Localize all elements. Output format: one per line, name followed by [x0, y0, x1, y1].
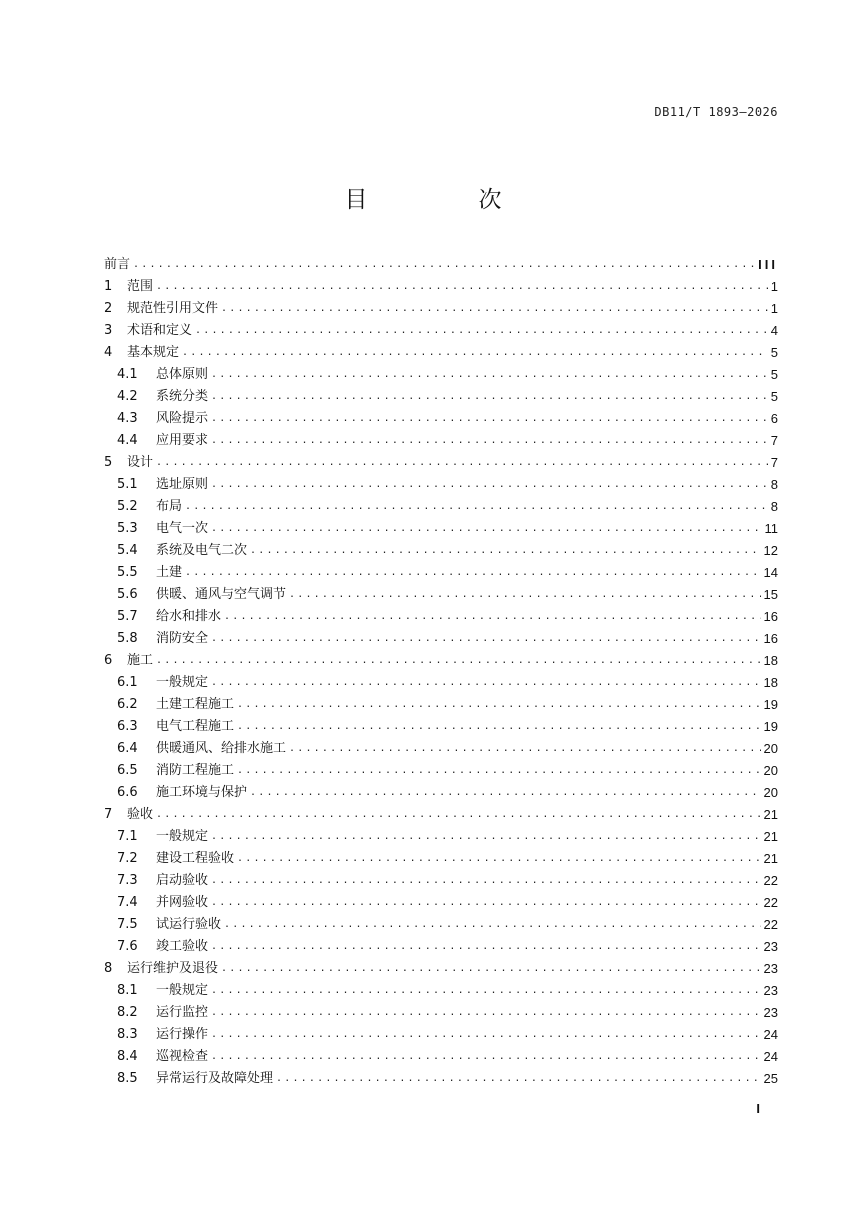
- toc-entry-number: 4.4: [117, 433, 138, 448]
- toc-entry-label: 施工: [127, 653, 154, 668]
- toc-entry[interactable]: [104, 870, 778, 892]
- toc-entry-number: 6.1: [117, 675, 138, 690]
- toc-entry-label: 巡视检查: [156, 1049, 209, 1064]
- dot-leader: [133, 260, 755, 270]
- toc-entry[interactable]: [104, 738, 778, 760]
- toc-entry-page: 5: [770, 345, 778, 360]
- toc-entry[interactable]: [104, 760, 778, 782]
- toc-entry-page: 8: [770, 499, 778, 514]
- toc-entry[interactable]: [104, 914, 778, 936]
- toc-entry-number: 4.3: [117, 411, 138, 426]
- toc-entry-page: 22: [763, 873, 778, 888]
- dot-leader: [250, 546, 761, 556]
- toc-entry-label: 给水和排水: [156, 609, 222, 624]
- toc-entry-page: 4: [770, 323, 778, 338]
- dot-leader: [211, 1030, 761, 1040]
- toc-entry-page: 23: [763, 939, 778, 954]
- toc-entry-label: 风险提示: [156, 411, 209, 426]
- toc-entry[interactable]: [104, 540, 778, 562]
- toc-entry-page: 20: [763, 785, 778, 800]
- toc-entry-number: 7.3: [117, 873, 138, 888]
- toc-entry[interactable]: [104, 474, 778, 496]
- toc-entry-number: 7.1: [117, 829, 138, 844]
- toc-entry-number: 8.1: [117, 983, 138, 998]
- toc-entry-page: 23: [763, 983, 778, 998]
- toc-entry-page: III: [758, 257, 778, 272]
- toc-entry-page: 22: [763, 917, 778, 932]
- toc-entry-number: 8.5: [117, 1071, 138, 1086]
- toc-entry[interactable]: [104, 606, 778, 628]
- toc-entry-page: 16: [763, 631, 778, 646]
- toc-entry-number: 6.2: [117, 697, 138, 712]
- toc-entry-number: 8.2: [117, 1005, 138, 1020]
- toc-entry-page: 21: [763, 851, 778, 866]
- toc-entry-label: 前言: [104, 257, 131, 272]
- toc-entry[interactable]: [104, 496, 778, 518]
- toc-entry-number: 2: [104, 301, 113, 316]
- toc-entry-label: 消防工程施工: [156, 763, 235, 778]
- page-title: 目 次: [344, 187, 546, 213]
- toc-entry[interactable]: [104, 276, 778, 298]
- dot-leader: [156, 458, 768, 468]
- toc-entry-label: 系统分类: [156, 389, 209, 404]
- toc-entry-number: 5.4: [117, 543, 138, 558]
- dot-leader: [211, 392, 768, 402]
- toc-entry-page: 8: [770, 477, 778, 492]
- toc-entry-label: 运行维护及退役: [127, 961, 219, 976]
- toc-entry[interactable]: [104, 980, 778, 1002]
- toc-entry[interactable]: [104, 892, 778, 914]
- toc-entry[interactable]: [104, 958, 778, 980]
- toc-entry[interactable]: [104, 1046, 778, 1068]
- toc-entry-page: 22: [763, 895, 778, 910]
- toc-entry-page: 16: [763, 609, 778, 624]
- toc-entry-number: 6.5: [117, 763, 138, 778]
- toc-entry-label: 运行监控: [156, 1005, 209, 1020]
- toc-entry-number: 5.6: [117, 587, 138, 602]
- toc-entry-label: 电气一次: [156, 521, 209, 536]
- toc-entry[interactable]: [104, 584, 778, 606]
- toc-entry[interactable]: [104, 408, 778, 430]
- dot-leader: [289, 744, 761, 754]
- toc-entry[interactable]: [104, 716, 778, 738]
- toc-entry-label: 供暖通风、给排水施工: [156, 741, 287, 756]
- toc-entry[interactable]: [104, 650, 778, 672]
- toc-entry-number: 6.4: [117, 741, 138, 756]
- toc-entry-number: 7.2: [117, 851, 138, 866]
- toc-entry-label: 建设工程验收: [156, 851, 235, 866]
- toc-entry-page: 24: [763, 1027, 778, 1042]
- toc-entry-number: 8: [104, 961, 113, 976]
- toc-entry-page: 12: [763, 543, 778, 558]
- dot-leader: [289, 590, 761, 600]
- dot-leader: [156, 810, 761, 820]
- toc-entry[interactable]: [104, 1068, 778, 1090]
- dot-leader: [211, 942, 761, 952]
- toc-entry[interactable]: [104, 826, 778, 848]
- dot-leader: [185, 502, 768, 512]
- dot-leader: [211, 986, 761, 996]
- toc-entry[interactable]: [104, 320, 778, 342]
- toc-entry-number: 7.4: [117, 895, 138, 910]
- toc-entry-page: 19: [763, 719, 778, 734]
- dot-leader: [211, 370, 768, 380]
- toc-entry-label: 应用要求: [156, 433, 209, 448]
- toc-entry-label: 范围: [127, 279, 154, 294]
- toc-entry-page: 25: [763, 1071, 778, 1086]
- toc-entry-label: 设计: [127, 455, 154, 470]
- standard-code: DB11/T 1893—2026: [654, 105, 778, 119]
- toc-entry-number: 5: [104, 455, 113, 470]
- toc-entry-page: 21: [763, 829, 778, 844]
- dot-leader: [211, 634, 761, 644]
- dot-leader: [250, 788, 761, 798]
- dot-leader: [221, 964, 761, 974]
- toc-entry[interactable]: [104, 430, 778, 452]
- toc-entry[interactable]: [104, 936, 778, 958]
- dot-leader: [237, 700, 761, 710]
- dot-leader: [195, 326, 768, 336]
- toc-entry-number: 5.2: [117, 499, 138, 514]
- dot-leader: [221, 304, 768, 314]
- toc-entry[interactable]: [104, 848, 778, 870]
- toc-entry-page: 18: [763, 675, 778, 690]
- toc-entry-page: 1: [770, 301, 778, 316]
- toc-entry-page: 5: [770, 389, 778, 404]
- toc-entry-number: 5.1: [117, 477, 138, 492]
- toc-entry-label: 异常运行及故障处理: [156, 1071, 274, 1086]
- toc-entry-number: 5.5: [117, 565, 138, 580]
- dot-leader: [156, 282, 768, 292]
- toc-entry-page: 18: [763, 653, 778, 668]
- toc-entry-page: 20: [763, 741, 778, 756]
- toc-entry-number: 5.8: [117, 631, 138, 646]
- toc-entry[interactable]: [104, 804, 778, 826]
- toc-entry-label: 基本规定: [127, 345, 180, 360]
- dot-leader: [211, 436, 768, 446]
- toc-entry[interactable]: [104, 452, 778, 474]
- dot-leader: [211, 524, 761, 534]
- dot-leader: [182, 348, 768, 358]
- toc-entry[interactable]: [104, 254, 778, 276]
- toc-entry-number: 4.2: [117, 389, 138, 404]
- toc-entry-label: 消防安全: [156, 631, 209, 646]
- toc-entry[interactable]: [104, 518, 778, 540]
- dot-leader: [224, 612, 761, 622]
- toc-entry-label: 电气工程施工: [156, 719, 235, 734]
- toc-entry-number: 8.4: [117, 1049, 138, 1064]
- toc-entry-number: 6: [104, 653, 113, 668]
- dot-leader: [211, 1052, 761, 1062]
- toc-entry-label: 一般规定: [156, 983, 209, 998]
- toc-entry-page: 24: [763, 1049, 778, 1064]
- toc-entry-label: 选址原则: [156, 477, 209, 492]
- toc-entry-number: 4.1: [117, 367, 138, 382]
- toc-entry-label: 启动验收: [156, 873, 209, 888]
- toc-entry-page: 6: [770, 411, 778, 426]
- toc-entry-page: 20: [763, 763, 778, 778]
- toc-entry-label: 并网验收: [156, 895, 209, 910]
- toc-entry[interactable]: [104, 672, 778, 694]
- toc-entry-label: 总体原则: [156, 367, 209, 382]
- toc-entry[interactable]: [104, 782, 778, 804]
- toc-entry-label: 布局: [156, 499, 183, 514]
- toc-entry-page: 23: [763, 1005, 778, 1020]
- toc-entry-page: 5: [770, 367, 778, 382]
- toc-entry-number: 3: [104, 323, 113, 338]
- dot-leader: [211, 1008, 761, 1018]
- dot-leader: [211, 832, 761, 842]
- dot-leader: [156, 656, 761, 666]
- dot-leader: [211, 414, 768, 424]
- toc-entry[interactable]: [104, 298, 778, 320]
- page-number: I: [756, 1101, 760, 1116]
- toc-entry-page: 15: [763, 587, 778, 602]
- toc-entry-page: 11: [764, 521, 778, 536]
- toc-entry-label: 一般规定: [156, 829, 209, 844]
- toc-entry-page: 7: [770, 433, 778, 448]
- toc-entry-number: 5.7: [117, 609, 138, 624]
- dot-leader: [185, 568, 761, 578]
- dot-leader: [211, 480, 768, 490]
- toc-entry-label: 试运行验收: [156, 917, 222, 932]
- toc-entry-label: 土建: [156, 565, 183, 580]
- toc-entry-label: 竣工验收: [156, 939, 209, 954]
- toc-entry[interactable]: [104, 1024, 778, 1046]
- dot-leader: [211, 876, 761, 886]
- toc-entry-label: 系统及电气二次: [156, 543, 248, 558]
- toc-entry-number: 4: [104, 345, 113, 360]
- toc-entry-page: 23: [763, 961, 778, 976]
- toc-entry-number: 6.6: [117, 785, 138, 800]
- toc-entry-label: 供暖、通风与空气调节: [156, 587, 287, 602]
- toc-entry[interactable]: [104, 342, 778, 364]
- toc-entry-number: 1: [104, 279, 113, 294]
- dot-leader: [237, 722, 761, 732]
- toc-entry-page: 19: [763, 697, 778, 712]
- toc-entry-page: 14: [763, 565, 778, 580]
- toc-entry[interactable]: [104, 386, 778, 408]
- toc-entry-label: 施工环境与保护: [156, 785, 248, 800]
- toc-entry[interactable]: [104, 364, 778, 386]
- toc-entry-label: 规范性引用文件: [127, 301, 219, 316]
- dot-leader: [211, 678, 761, 688]
- dot-leader: [237, 766, 761, 776]
- toc-entry-number: 5.3: [117, 521, 138, 536]
- table-of-contents: [104, 254, 778, 1090]
- toc-entry[interactable]: [104, 694, 778, 716]
- toc-entry[interactable]: [104, 1002, 778, 1024]
- toc-entry-number: 6.3: [117, 719, 138, 734]
- toc-entry-page: 1: [770, 279, 778, 294]
- toc-entry-label: 一般规定: [156, 675, 209, 690]
- dot-leader: [276, 1074, 761, 1084]
- toc-entry-label: 运行操作: [156, 1027, 209, 1042]
- toc-entry-label: 土建工程施工: [156, 697, 235, 712]
- toc-entry-number: 7: [104, 807, 113, 822]
- toc-entry-page: 21: [763, 807, 778, 822]
- toc-entry[interactable]: [104, 628, 778, 650]
- toc-entry-page: 7: [770, 455, 778, 470]
- dot-leader: [237, 854, 761, 864]
- toc-entry-label: 术语和定义: [127, 323, 193, 338]
- dot-leader: [211, 898, 761, 908]
- toc-entry-number: 7.5: [117, 917, 138, 932]
- dot-leader: [224, 920, 761, 930]
- toc-entry-number: 8.3: [117, 1027, 138, 1042]
- toc-entry-number: 7.6: [117, 939, 138, 954]
- toc-entry[interactable]: [104, 562, 778, 584]
- toc-entry-label: 验收: [127, 807, 154, 822]
